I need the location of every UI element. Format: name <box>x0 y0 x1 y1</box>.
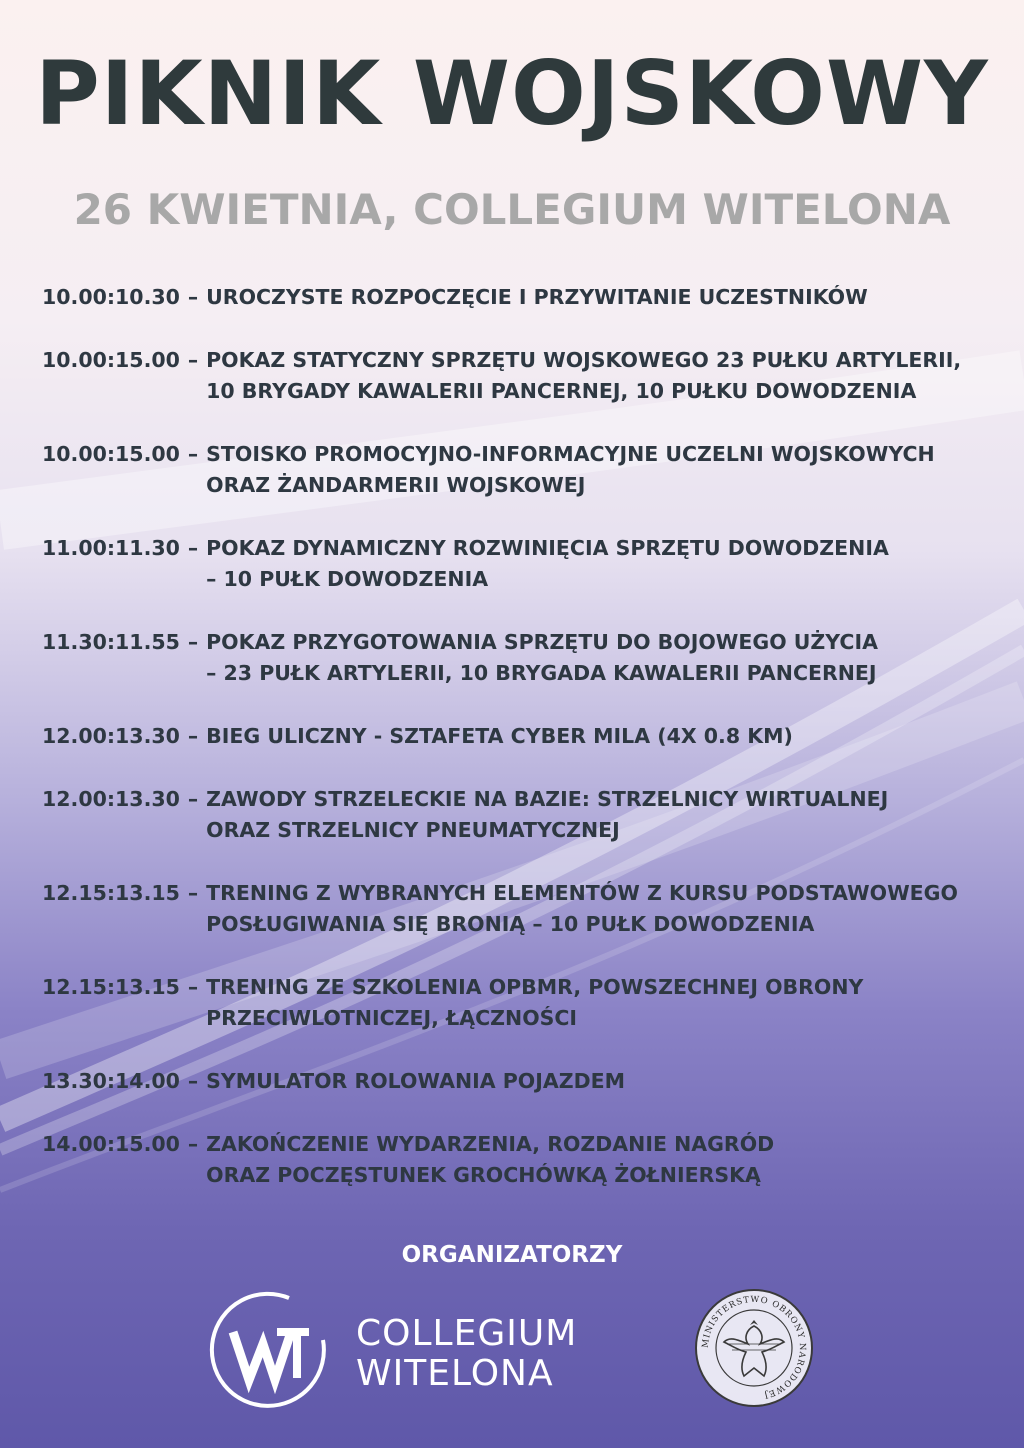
event-description-line: TRENING Z WYBRANYCH ELEMENTÓW Z KURSU PODSTAWOWEGO <box>206 881 958 905</box>
event-description-line: POSŁUGIWANIA SIĘ BRONIĄ – 10 PUŁK DOWODZENIA <box>206 912 815 936</box>
event-time: 13.30:14.00 <box>42 1069 180 1093</box>
time-separator: – <box>187 630 199 654</box>
event-description <box>206 1129 774 1191</box>
time-separator: – <box>187 442 199 466</box>
event-time: 10.00:10.30 <box>42 285 180 309</box>
time-separator: – <box>187 881 199 905</box>
ministry-eagle-seal-icon <box>692 1286 816 1410</box>
event-time: 12.15:13.15 <box>42 881 180 905</box>
schedule-list <box>42 282 1002 1223</box>
event-description-line: – 10 PUŁK DOWODZENIA <box>206 567 489 591</box>
event-description-line: POKAZ DYNAMICZNY ROZWINIĘCIA SPRZĘTU DOWODZENIA <box>206 536 889 560</box>
event-description <box>206 282 868 313</box>
event-description-line: ZAWODY STRZELECKIE NA BAZIE: STRZELNICY WIRTUALNEJ <box>206 787 889 811</box>
time-separator: – <box>187 285 199 309</box>
event-description-line: STOISKO PROMOCYJNO-INFORMACYJNE UCZELNI WOJSKOWYCH <box>206 442 935 466</box>
college-name-line: COLLEGIUM <box>356 1313 578 1354</box>
event-description <box>206 627 878 689</box>
organizers-heading: ORGANIZATORZY <box>401 1242 623 1268</box>
college-name-line: WITELONA <box>356 1353 554 1394</box>
event-time: 10.00:15.00 <box>42 348 180 372</box>
event-time: 11.30:11.55 <box>42 630 180 654</box>
schedule-item <box>42 784 1002 846</box>
event-date-location: 26 KWIETNIA, COLLEGIUM WITELONA <box>73 185 951 234</box>
event-description-line: ORAZ ŻANDARMERII WOJSKOWEJ <box>206 473 586 497</box>
time-separator: – <box>187 724 199 748</box>
event-description <box>206 1066 625 1097</box>
college-name <box>356 1314 577 1394</box>
event-description <box>206 345 961 407</box>
time-separator: – <box>187 536 199 560</box>
event-time: 12.00:13.30 <box>42 787 180 811</box>
event-time: 14.00:15.00 <box>42 1132 180 1156</box>
schedule-item <box>42 533 1002 595</box>
schedule-item <box>42 282 1002 313</box>
schedule-item <box>42 439 1002 501</box>
event-description-line: – 23 PUŁK ARTYLERII, 10 BRYGADA KAWALERII PANCERNEJ <box>206 661 877 685</box>
event-description-line: POKAZ STATYCZNY SPRZĘTU WOJSKOWEGO 23 PUŁKU ARTYLERII, <box>206 348 962 372</box>
event-description-line: SYMULATOR ROLOWANIA POJAZDEM <box>206 1069 626 1093</box>
event-time: 10.00:15.00 <box>42 442 180 466</box>
schedule-item <box>42 972 1002 1034</box>
schedule-item <box>42 345 1002 407</box>
time-separator: – <box>187 1069 199 1093</box>
event-description-line: ZAKOŃCZENIE WYDARZENIA, ROZDANIE NAGRÓD <box>206 1132 775 1156</box>
svg-text:MINISTERSTWO OBRONY NARODOWEJ: MINISTERSTWO OBRONY NARODOWEJ <box>700 1294 808 1400</box>
event-description-line: 10 BRYGADY KAWALERII PANCERNEJ, 10 PUŁKU DOWODZENIA <box>206 379 917 403</box>
event-description-line: POKAZ PRZYGOTOWANIA SPRZĘTU DO BOJOWEGO UŻYCIA <box>206 630 878 654</box>
schedule-item <box>42 878 1002 940</box>
event-description <box>206 439 935 501</box>
event-description-line: PRZECIWLOTNICZEJ, ŁĄCZNOŚCI <box>206 1006 578 1030</box>
time-separator: – <box>187 975 199 999</box>
event-time: 12.00:13.30 <box>42 724 180 748</box>
event-description-line: BIEG ULICZNY - SZTAFETA CYBER MILA (4X 0.8 KM) <box>206 724 793 748</box>
event-time: 12.15:13.15 <box>42 975 180 999</box>
event-description <box>206 784 888 846</box>
event-description <box>206 878 958 940</box>
schedule-item <box>42 721 1002 752</box>
event-description <box>206 533 889 595</box>
schedule-item <box>42 627 1002 689</box>
event-description-line: ORAZ POCZĘSTUNEK GROCHÓWKĄ ŻOŁNIERSKĄ <box>206 1163 761 1187</box>
time-separator: – <box>187 787 199 811</box>
event-description <box>206 721 793 752</box>
collegium-witelona-logo-icon <box>205 1288 333 1416</box>
event-description-line: UROCZYSTE ROZPOCZĘCIE I PRZYWITANIE UCZESTNIKÓW <box>206 285 868 309</box>
page-title: PIKNIK WOJSKOWY <box>35 42 989 145</box>
schedule-item <box>42 1129 1002 1191</box>
event-description-line: TRENING ZE SZKOLENIA OPBMR, POWSZECHNEJ OBRONY <box>206 975 864 999</box>
event-time: 11.00:11.30 <box>42 536 180 560</box>
time-separator: – <box>187 1132 199 1156</box>
schedule-item <box>42 1066 1002 1097</box>
time-separator: – <box>187 348 199 372</box>
event-description <box>206 972 863 1034</box>
event-description-line: ORAZ STRZELNICY PNEUMATYCZNEJ <box>206 818 620 842</box>
